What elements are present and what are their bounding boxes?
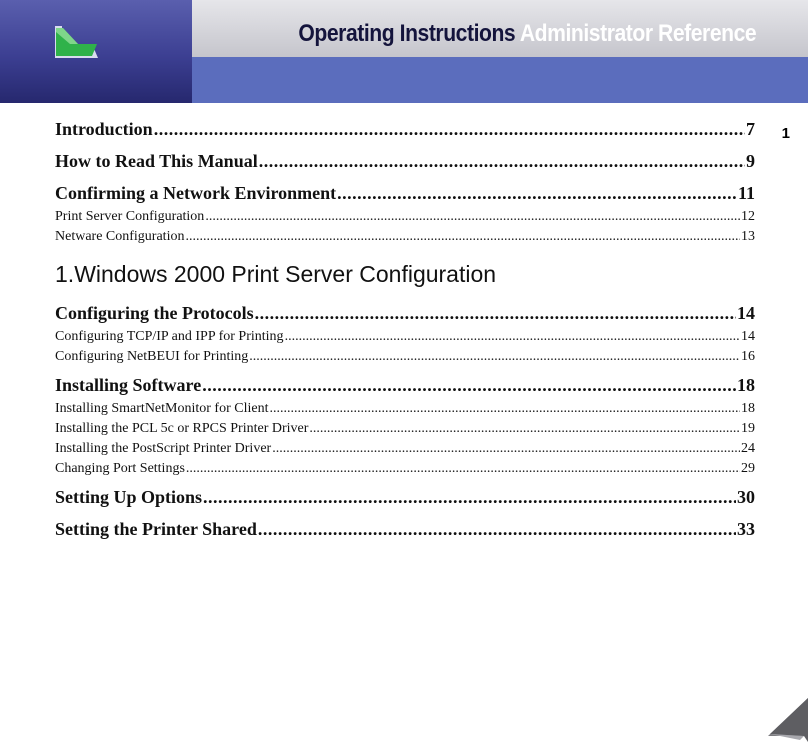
toc-entry-minor[interactable] (55, 347, 755, 367)
header-logo-panel (0, 0, 192, 103)
toc-intro-section (55, 115, 755, 247)
toc-leader-dots (258, 515, 736, 543)
chapter-heading-title: Windows 2000 Print Server Configuration (74, 261, 497, 287)
toc-leader-dots (255, 299, 736, 327)
toc-entry-label: Confirming a Network Environment (55, 183, 337, 203)
toc-entry-major[interactable] (55, 515, 755, 543)
toc-entry-label: Configuring NetBEUI for Printing (55, 349, 249, 364)
toc-leader-dots (202, 371, 736, 399)
toc-leader-dots (186, 459, 740, 479)
toc-entry-page: 24 (741, 441, 755, 456)
toc-entry-label: Print Server Configuration (55, 209, 205, 224)
title-sub: Administrator Reference (519, 20, 756, 47)
toc-entry-minor[interactable] (55, 327, 755, 347)
table-of-contents (55, 115, 755, 543)
header-band (192, 57, 808, 142)
toc-entry-page: 11 (737, 183, 755, 203)
toc-leader-dots (205, 207, 740, 227)
chapter-number: 1 (781, 125, 790, 142)
toc-entry-label: Setting Up Options (55, 487, 203, 507)
toc-entry-label: Installing the PostScript Printer Driver (55, 441, 272, 456)
toc-entry-minor[interactable] (55, 227, 755, 247)
header-title-bar (192, 0, 808, 57)
back-arrow-logo-icon[interactable] (50, 22, 100, 62)
toc-entry-page: 7 (746, 119, 755, 139)
toc-entry-label: Setting the Printer Shared (55, 519, 257, 539)
toc-entry-label: How to Read This Manual (55, 151, 258, 171)
chapter-heading-number: 1. (55, 261, 75, 287)
toc-entry-minor[interactable] (55, 439, 755, 459)
toc-entry-major[interactable] (55, 483, 755, 511)
toc-leader-dots (309, 419, 740, 439)
toc-leader-dots (203, 483, 736, 511)
chapter-heading[interactable] (55, 249, 755, 299)
toc-entry-page: 13 (741, 229, 755, 244)
toc-leader-dots (285, 327, 740, 347)
toc-entry-label: Configuring the Protocols (55, 303, 254, 323)
page-curl-icon[interactable] (760, 696, 808, 742)
toc-leader-dots (269, 399, 740, 419)
toc-entry-page: 19 (741, 421, 755, 436)
toc-entry-minor[interactable] (55, 207, 755, 227)
toc-leader-dots (249, 347, 740, 367)
toc-entry-page: 18 (741, 401, 755, 416)
toc-entry-label: Netware Configuration (55, 229, 185, 244)
toc-entry-label: Installing SmartNetMonitor for Client (55, 401, 269, 416)
toc-entry-page: 14 (737, 303, 755, 323)
toc-entry-minor[interactable] (55, 419, 755, 439)
toc-entry-page: 29 (741, 461, 755, 476)
document-title (298, 22, 756, 46)
toc-entry-page: 18 (737, 375, 755, 395)
toc-leader-dots (337, 179, 737, 207)
toc-entry-major[interactable] (55, 147, 755, 175)
toc-entry-page: 30 (737, 487, 755, 507)
toc-entry-page: 12 (741, 209, 755, 224)
toc-leader-dots (185, 227, 740, 247)
toc-entry-major[interactable] (55, 299, 755, 327)
toc-entry-major[interactable] (55, 115, 755, 143)
toc-entry-minor[interactable] (55, 459, 755, 479)
toc-entry-page: 16 (741, 349, 755, 364)
toc-chapter-section (55, 299, 755, 543)
toc-entry-minor[interactable] (55, 399, 755, 419)
toc-entry-major[interactable] (55, 179, 755, 207)
toc-leader-dots (154, 115, 745, 143)
title-main: Operating Instructions (298, 20, 516, 47)
toc-entry-major[interactable] (55, 371, 755, 399)
toc-entry-label: Changing Port Settings (55, 461, 185, 476)
toc-entry-label: Configuring TCP/IP and IPP for Printing (55, 329, 284, 344)
toc-entry-label: Installing Software (55, 375, 202, 395)
toc-entry-page: 33 (737, 519, 755, 539)
toc-entry-page: 14 (741, 329, 755, 344)
toc-leader-dots (272, 439, 740, 459)
toc-entry-label: Installing the PCL 5c or RPCS Printer Driver (55, 421, 309, 436)
toc-leader-dots (259, 147, 745, 175)
toc-entry-label: Introduction (55, 119, 153, 139)
toc-entry-page: 9 (746, 151, 755, 171)
